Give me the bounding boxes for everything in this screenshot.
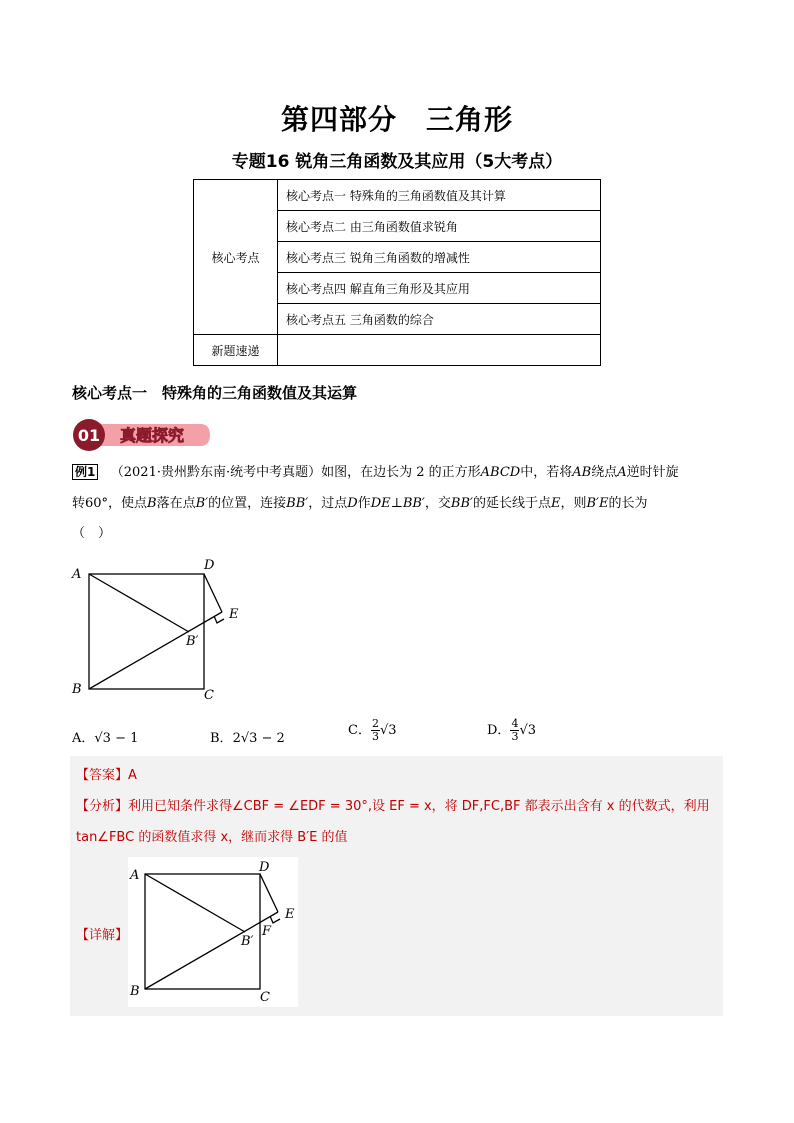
square-abcd <box>89 574 204 689</box>
question-text: 如图，在边长为 2 的正方形 <box>321 465 481 480</box>
label-c: C <box>260 990 270 1005</box>
question-text: ，过点 <box>308 496 348 511</box>
math-symbol: BB′ <box>450 496 473 511</box>
answer-label: 【答案】 <box>76 768 129 783</box>
label-a: A <box>72 567 82 582</box>
math-symbol: DE⊥BB′ <box>370 496 425 511</box>
square-abcd <box>145 874 260 989</box>
topics-table <box>193 179 601 366</box>
option-d[interactable] <box>487 718 536 743</box>
option-a[interactable] <box>72 727 138 746</box>
math-symbol: B <box>147 496 157 511</box>
math-symbol: B′ <box>195 496 209 511</box>
option-value: √3 − 1 <box>94 731 139 746</box>
option-value: 2√3 − 2 <box>232 731 285 746</box>
section-badge <box>72 418 212 452</box>
math-symbol: D <box>347 496 358 511</box>
math-symbol: E <box>550 496 561 511</box>
frac-den: 3 <box>511 730 519 743</box>
analysis-label: 【分析】 <box>76 799 129 814</box>
question-source: （2021·贵州黔东南·统考中考真题） <box>110 465 322 480</box>
question-figure <box>64 552 254 702</box>
topic-item: 核心考点二 由三角函数值求锐角 <box>278 211 601 242</box>
option-b[interactable] <box>210 727 285 746</box>
example-tag: 例1 <box>72 464 98 480</box>
analysis-text: 利用已知条件求得∠CBF = ∠EDF = 30°,设 EF = x，将 DF,FC,BF 都表示出含有 x 的代数式，利用 <box>128 799 710 814</box>
segment-ab1 <box>145 874 245 932</box>
math-symbol: B′E <box>586 496 609 511</box>
option-label: A． <box>72 731 95 746</box>
label-c: C <box>204 688 214 702</box>
segment-de <box>204 574 222 612</box>
math-symbol: BB′ <box>286 496 309 511</box>
right-angle-mark <box>214 616 224 623</box>
segment-be <box>89 612 222 689</box>
page-subtitle: 专题16 锐角三角函数及其应用（5大考点） <box>231 152 563 172</box>
answer-line <box>76 764 137 783</box>
badge-number: 01 <box>77 426 101 445</box>
detail-figure <box>128 857 298 1007</box>
topics-bottom-label: 新题速递 <box>194 335 278 366</box>
math-symbol: AB <box>572 465 592 480</box>
answer-value: A <box>128 768 137 783</box>
question-text: 逆时针旋 <box>626 465 679 480</box>
label-f: F <box>262 924 272 939</box>
option-label: D． <box>487 723 511 738</box>
math-symbol: ABCD <box>480 465 521 480</box>
option-label: C． <box>348 723 371 738</box>
frac-num: 2 <box>371 717 379 730</box>
section-heading: 核心考点一 特殊角的三角函数值及其运算 <box>72 384 358 402</box>
question-line-2 <box>72 492 648 511</box>
question-text: 的延长线于点 <box>472 496 551 511</box>
segment-ab1 <box>89 574 189 632</box>
badge-text: 真题探究 <box>119 426 185 445</box>
label-a: A <box>130 868 140 883</box>
topics-bottom-empty <box>278 335 601 366</box>
label-d: D <box>259 860 270 875</box>
question-text: 的长为 <box>608 496 648 511</box>
question-text: 落在点 <box>156 496 196 511</box>
question-text: 转60°，使点 <box>72 496 148 511</box>
question-line-3: （ ） <box>72 526 112 541</box>
label-b-prime: B′ <box>186 634 199 649</box>
option-label: B． <box>210 731 233 746</box>
option-value: √3 <box>519 723 536 738</box>
topic-item: 核心考点一 特殊角的三角函数值及其计算 <box>278 180 601 211</box>
question-text: ，交 <box>424 496 451 511</box>
question-line-1 <box>72 461 679 480</box>
topic-item: 核心考点四 解直角三角形及其应用 <box>278 273 601 304</box>
right-angle-mark <box>270 916 280 923</box>
option-value: √3 <box>379 723 397 738</box>
topics-left-label: 核心考点 <box>194 180 278 335</box>
topic-item: 核心考点五 三角函数的综合 <box>278 304 601 335</box>
question-text: ，则 <box>560 496 587 511</box>
topic-item: 核心考点三 锐角三角函数的增减性 <box>278 242 601 273</box>
detail-figure-box <box>128 857 298 1007</box>
segment-be <box>145 912 278 989</box>
label-b-prime: B′ <box>241 934 254 949</box>
question-text: 的位置，连接 <box>208 496 287 511</box>
label-d: D <box>204 558 215 573</box>
math-symbol: A <box>617 465 627 480</box>
segment-de <box>260 874 278 912</box>
question-text: 中，若将 <box>520 465 573 480</box>
analysis-line-1 <box>76 795 710 814</box>
detail-label: 【详解】 <box>76 928 129 943</box>
page-title: 第四部分 三角形 <box>280 103 513 136</box>
option-fraction <box>371 718 380 743</box>
frac-den: 3 <box>371 730 379 743</box>
frac-num: 4 <box>511 717 519 730</box>
analysis-line-2: tan∠FBC 的函数值求得 x，继而求得 B′E 的值 <box>76 830 348 845</box>
label-b: B <box>130 984 140 999</box>
question-text: 作 <box>357 496 371 511</box>
option-c[interactable] <box>348 718 397 743</box>
question-text: 绕点 <box>591 465 618 480</box>
label-b: B <box>72 682 82 697</box>
label-e: E <box>285 907 295 922</box>
label-e: E <box>229 607 239 622</box>
